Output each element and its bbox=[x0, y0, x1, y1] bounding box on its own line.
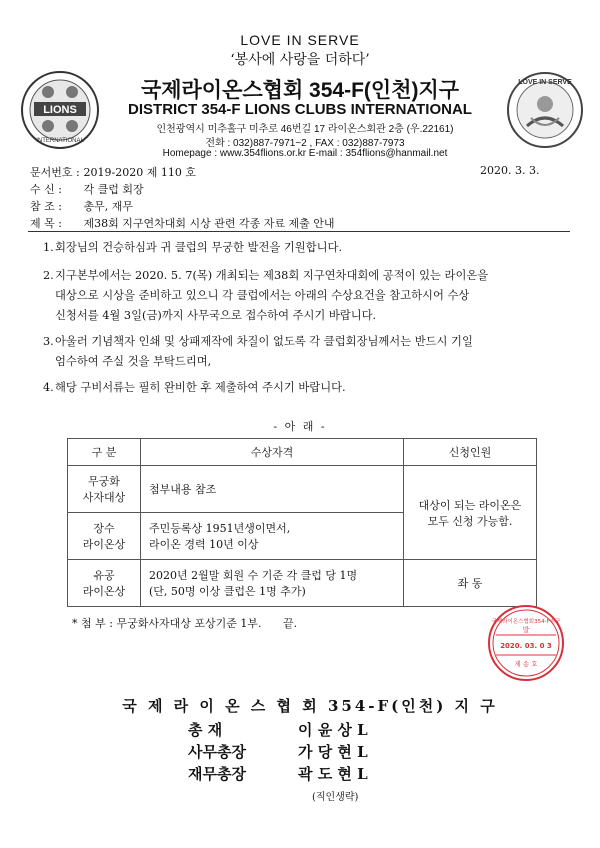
subject-row bbox=[30, 215, 335, 231]
reference: 총무, 재무 bbox=[83, 200, 133, 213]
paragraph-2 bbox=[43, 266, 575, 326]
signature-name: 곽 도 현 L bbox=[298, 765, 368, 783]
issuance-stamp-icon bbox=[486, 603, 566, 683]
stamp-date-text: 2020. 03. 0 3 bbox=[500, 642, 552, 650]
end-mark: 끝. bbox=[282, 617, 298, 630]
category-line: 사자대상 bbox=[82, 491, 126, 504]
paragraph-number: 2. bbox=[43, 269, 54, 282]
table-row bbox=[68, 560, 537, 607]
doc-number: 2019-2020 제 110 호 bbox=[83, 166, 196, 179]
category-cell bbox=[68, 466, 141, 513]
qualification-line: 2020년 2월말 회원 수 기준 각 클럽 당 1명 bbox=[149, 569, 358, 582]
below-heading: - 아 래 - bbox=[273, 420, 327, 433]
reference-row bbox=[30, 198, 133, 214]
stamp-top-text: 국제라이온스협회354-F지구 bbox=[491, 619, 561, 625]
logo-right-text: LOVE IN SERVE bbox=[518, 79, 572, 86]
org-address: 인천광역시 미추홀구 미추로 46번길 17 라이온스회관 2층 (우.22161) bbox=[156, 124, 454, 135]
paragraph-4 bbox=[43, 378, 575, 398]
category-line: 무궁화 bbox=[88, 475, 120, 488]
signature-name: 가 당 현 L bbox=[298, 743, 368, 761]
motto-english: LOVE IN SERVE bbox=[240, 32, 360, 48]
signature-title: 사무총장 bbox=[188, 743, 246, 761]
paragraph-number: 1. bbox=[43, 241, 54, 254]
stamp-mid-text: 발 bbox=[522, 626, 530, 634]
org-title-english: DISTRICT 354-F LIONS CLUBS INTERNATIONAL bbox=[128, 101, 472, 118]
qualification-cell bbox=[141, 560, 404, 607]
love-in-serve-logo-icon bbox=[505, 70, 585, 150]
doc-date: 2020. 3. 3. bbox=[480, 164, 540, 177]
doc-number-row bbox=[30, 164, 196, 180]
paragraph-number: 4. bbox=[43, 381, 54, 394]
paragraph-line: 지구본부에서는 2020. 5. 7(목) 개최되는 제38회 지구연차대회에 공적이 있는 라이온을 bbox=[55, 269, 489, 282]
category-line: 라이온상 bbox=[82, 585, 126, 598]
category-line: 라이온상 bbox=[82, 538, 126, 551]
attachment-text: 무궁화사자대상 포상기준 1부. bbox=[116, 617, 262, 630]
award-table bbox=[67, 438, 537, 607]
paragraph-1 bbox=[43, 238, 575, 258]
signature-title: 재무총장 bbox=[188, 765, 246, 783]
table-header-cell: 수상자격 bbox=[141, 439, 404, 466]
count-line: 모두 신청 가능함. bbox=[427, 514, 513, 528]
header-divider bbox=[28, 231, 570, 232]
lions-logo-icon bbox=[20, 70, 100, 150]
logo-left-sub: INTERNATIONAL bbox=[36, 138, 84, 144]
category-line: 유공 bbox=[93, 569, 115, 582]
qualification-line: (단, 50명 이상 클럽은 1명 추가) bbox=[149, 585, 306, 598]
subject-label: 제 목 : bbox=[30, 217, 62, 230]
count-cell bbox=[404, 466, 537, 560]
recipient-label: 수 신 : bbox=[30, 183, 62, 196]
paragraph-line: 대상으로 시상을 준비하고 있으니 각 클럽에서는 아래의 수상요건을 참고하시어 수상 bbox=[55, 289, 470, 302]
category-line: 장수 bbox=[93, 522, 115, 535]
qualification-cell bbox=[141, 466, 404, 513]
attachment-label: * 첨 부 : bbox=[72, 617, 113, 630]
paragraph-text: 해당 구비서류는 필히 완비한 후 제출하여 주시기 바랍니다. bbox=[55, 381, 346, 394]
count-line: 대상이 되는 라이온은 bbox=[418, 498, 522, 512]
table-row bbox=[68, 466, 537, 513]
motto-korean: ‘봉사에 사랑을 더하다’ bbox=[230, 52, 370, 68]
logo-left-text: LIONS bbox=[43, 104, 77, 116]
qualification-line: 주민등록상 1951년생이면서, bbox=[149, 522, 291, 535]
seal-omitted-note: (직인생략) bbox=[312, 792, 359, 803]
qualification-line: 첨부내용 참조 bbox=[149, 483, 217, 496]
count-cell: 좌 동 bbox=[404, 560, 537, 607]
table-header-cell: 구 분 bbox=[68, 439, 141, 466]
table-header-cell: 신청인원 bbox=[404, 439, 537, 466]
recipient: 각 클럽 회장 bbox=[83, 183, 144, 196]
signature-title: 총 재 bbox=[188, 721, 223, 739]
stamp-bottom-text: 제 송 호 bbox=[514, 660, 538, 668]
qualification-line: 라이온 경력 10년 이상 bbox=[149, 538, 259, 551]
paragraph-text: 회장님의 건승하심과 귀 클럽의 무궁한 발전을 기원합니다. bbox=[55, 241, 343, 254]
org-phone: 전화 : 032)887-7971~2 , FAX : 032)887-7973 bbox=[205, 138, 405, 149]
paragraph-number: 3. bbox=[43, 335, 54, 348]
recipient-row bbox=[30, 181, 144, 197]
category-cell bbox=[68, 513, 141, 560]
paragraph-line: 아울러 기념책자 인쇄 및 상패제작에 차질이 없도록 각 클럽회장님께서는 반드시 기일 bbox=[55, 335, 473, 348]
category-cell bbox=[68, 560, 141, 607]
signature-org: 국 제 라 이 온 스 협 회 354-F(인천) 지 구 bbox=[122, 697, 498, 715]
org-web: Homepage : www.354flions.or.kr E-mail : 354flions@hanmail.net bbox=[162, 148, 448, 159]
table-header-row bbox=[68, 439, 537, 466]
subject: 제38회 지구연차대회 시상 관련 각종 자료 제출 안내 bbox=[83, 217, 335, 230]
qualification-cell bbox=[141, 513, 404, 560]
doc-number-label: 문서번호 : bbox=[30, 166, 80, 179]
paragraph-line: 엄수하여 주실 것을 부탁드리며, bbox=[55, 355, 212, 368]
paragraph-3 bbox=[43, 332, 575, 372]
signature-name: 이 윤 상 L bbox=[298, 721, 368, 739]
org-title-korean: 국제라이온스협회 354-F(인천)지구 bbox=[140, 79, 460, 102]
reference-label: 참 조 : bbox=[30, 200, 62, 213]
attachment-note bbox=[72, 615, 297, 631]
paragraph-line: 신청서를 4월 3일(금)까지 사무국으로 접수하여 주시기 바랍니다. bbox=[55, 309, 377, 322]
